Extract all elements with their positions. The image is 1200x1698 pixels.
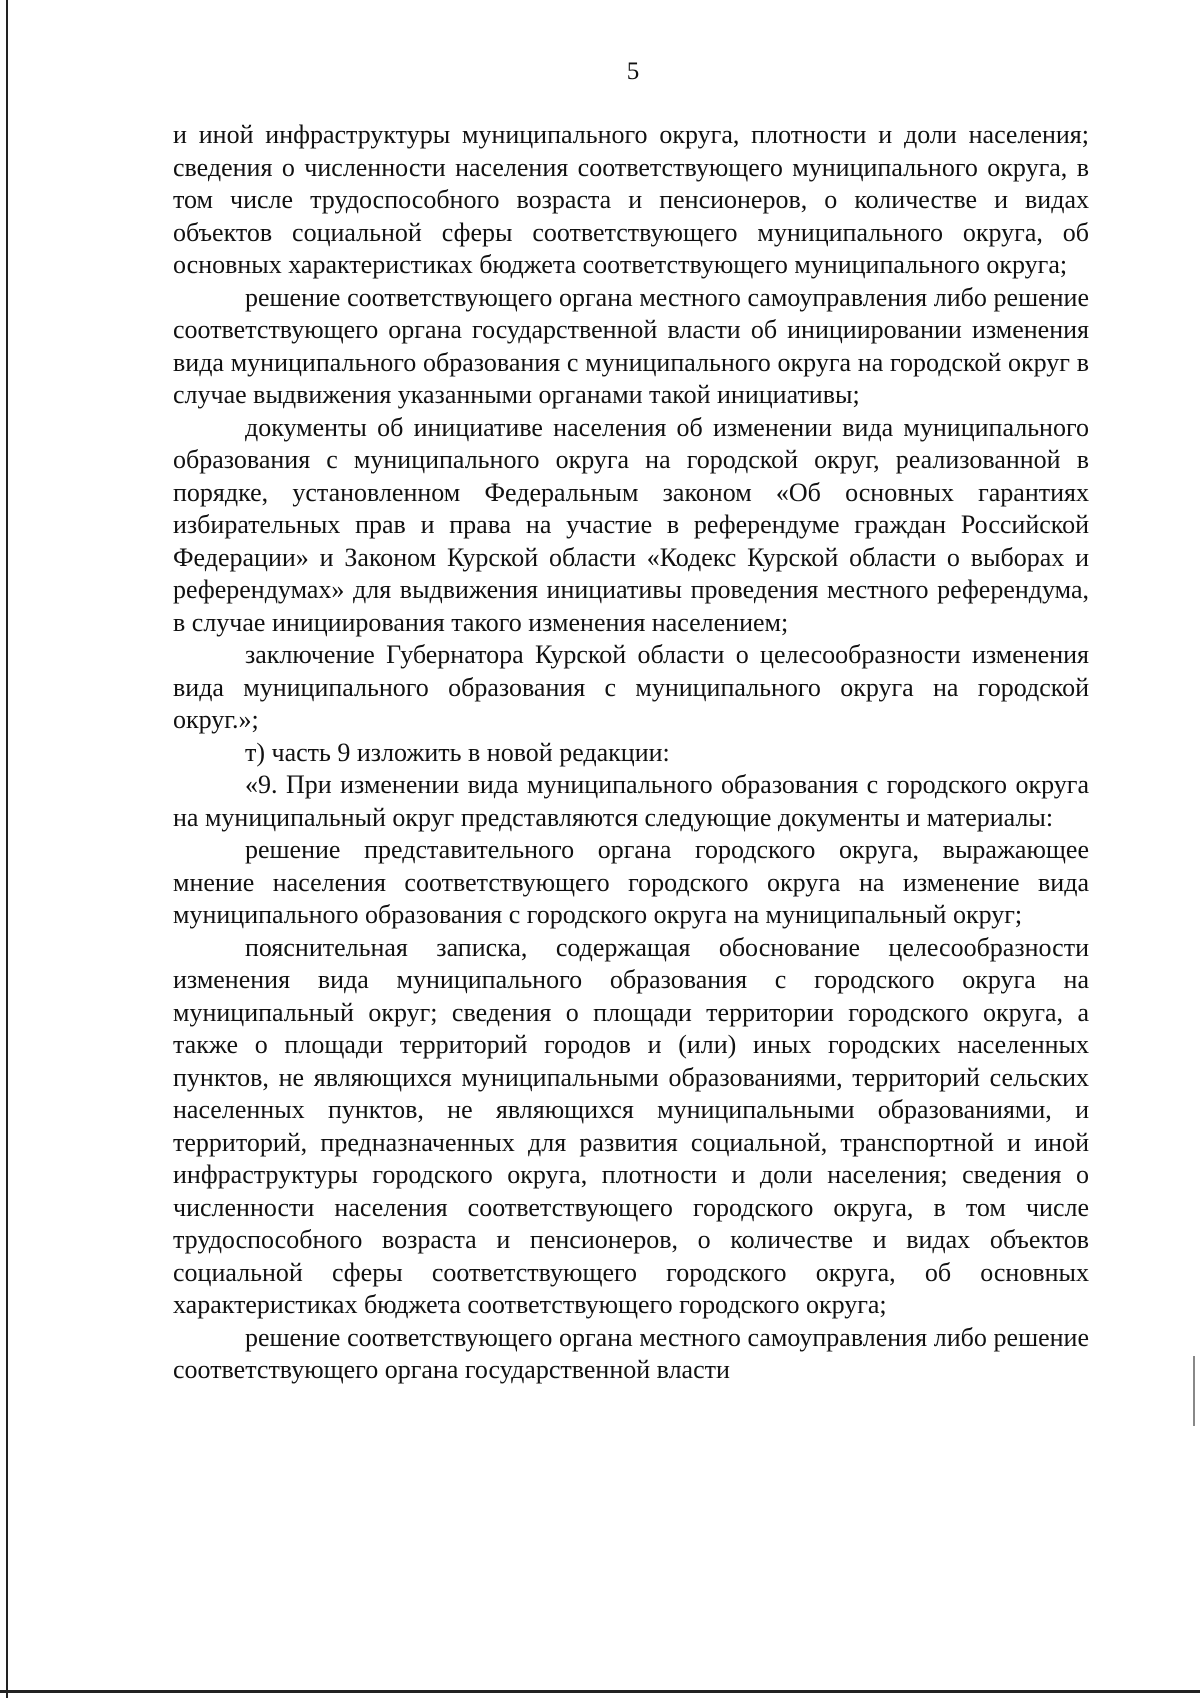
paragraph-continuation: и иной инфраструктуры муниципального округа, плотности и доли населения; сведения о численности населения соответствующего муниципального округа, в том числе трудоспособного возраста и пенсионеров, о количестве и видах объектов социальной сферы соответствующего муниципального округа, об основных характеристиках бюджета соответствующего муниципального округа;: [173, 120, 1089, 279]
paragraph: решение соответствующего органа местного самоуправления либо решение соответствующего органа государственной власти: [173, 1322, 1089, 1384]
paragraph: заключение Губернатора Курской области о целесообразности изменения вида муниципального образования с муниципального округа на городской округ.»;: [173, 640, 1089, 734]
scan-bottom-edge: [0, 1690, 1200, 1693]
scan-right-mark: [1193, 1356, 1195, 1426]
paragraph: пояснительная записка, содержащая обоснование целесообразности изменения вида муниципального образования с городского округа на муниципальный округ; сведения о площади территории городского округа, а также о площади территорий городов и (или) иных городских населенных пунктов, не являющихся муниципальными образованиями, территорий сельских населенных пунктов, не являющихся муниципальными образованиями, и территорий, предназначенных для развития социальной, транспортной и иной инфраструктуры городского округа, плотности и доли населения; сведения о численности населения соответствующего городского округа, в том числе трудоспособного возраста и пенсионеров, о количестве и видах объектов социальной сферы соответствующего городского округа, об основных характеристиках бюджета соответствующего городского округа;: [173, 932, 1089, 1319]
paragraph: решение представительного органа городского округа, выражающее мнение населения соответствующего городского округа на изменение вида муниципального образования с городского округа на муниципальный округ;: [173, 835, 1089, 929]
paragraph: решение соответствующего органа местного самоуправления либо решение соответствующего органа государственной власти об инициировании изменения вида муниципального образования с муниципального округа на городской округ в случае выдвижения указанными органами такой инициативы;: [173, 282, 1089, 409]
page-number: 5: [626, 58, 640, 85]
paragraph: документы об инициативе населения об изменении вида муниципального образования с муниципального округа на городской округ, реализованной в порядке, установленном Федеральным законом «Об основных гарантиях избирательных прав и права на участие в референдуме граждан Российской Федерации» и Законом Курской области «Кодекс Курской области о выборах и референдумах» для выдвижения инициативы проведения местного референдума, в случае инициирования такого изменения населением;: [173, 412, 1089, 637]
document-body: [173, 119, 1089, 1387]
paragraph: т) часть 9 изложить в новой редакции:: [245, 737, 670, 767]
scan-left-edge: [6, 0, 8, 1698]
paragraph: «9. При изменении вида муниципального образования с городского округа на муниципальный округ представляются следующие документы и материалы:: [173, 770, 1089, 832]
